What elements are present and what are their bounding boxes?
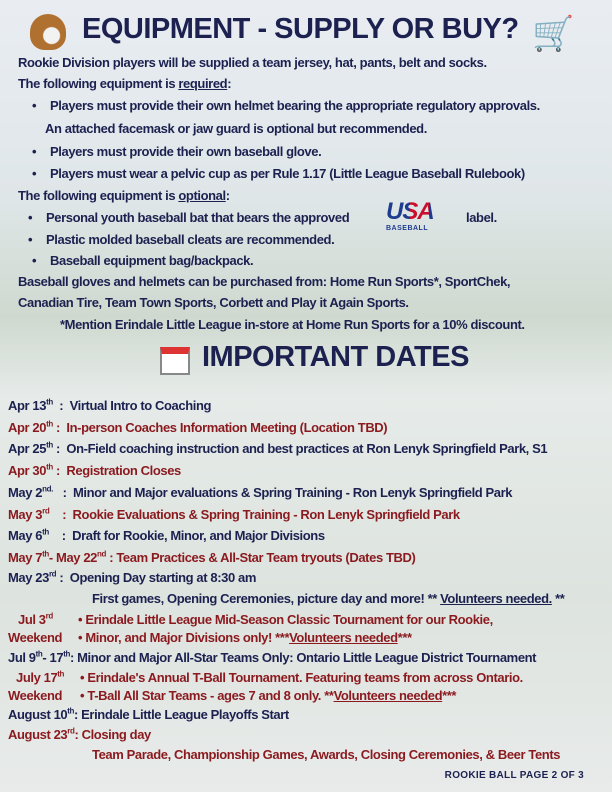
usa-logo-subtext: BASEBALL — [386, 225, 429, 232]
jul17-weekend: Weekend — [8, 688, 63, 703]
usa-baseball-logo — [386, 200, 458, 234]
page-footer: ROOKIE BALL PAGE 2 OF 3 — [444, 770, 584, 781]
discount-note: *Mention Erindale Little League in-store at Home Run Sports for a 10% discount. — [60, 317, 525, 332]
date-row: May 23rd : Opening Day starting at 8:30 am — [8, 569, 257, 585]
required-item: • Players must wear a pelvic cup as per Rule 1.17 (Little League Baseball Rulebook) — [50, 166, 525, 181]
baseball-glove-icon — [30, 14, 66, 50]
opening-day-details: First games, Opening Ceremonies, picture day and more! ** Volunteers needed. ** — [92, 591, 565, 606]
date-row: May 6th : Draft for Rookie, Minor, and Major Divisions — [8, 527, 325, 543]
date-row: May 7th- May 22nd : Team Practices & All-Star Team tryouts (Dates TBD) — [8, 549, 416, 565]
optional-item-label: label. — [466, 210, 497, 225]
date-row: Apr 30th : Registration Closes — [8, 462, 181, 478]
jul9-row: Jul 9th- 17th: Minor and Major All-Star Teams Only: Ontario Little League District Tournament — [8, 649, 537, 665]
jul3-date: Jul 3rd — [18, 611, 53, 627]
required-item: • Players must provide their own baseball glove. — [50, 144, 321, 159]
dates-title: IMPORTANT DATES — [202, 341, 469, 373]
optional-item: • Personal youth baseball bat that bears the approved — [46, 210, 349, 225]
closing-day-details: Team Parade, Championship Games, Awards, Closing Ceremonies, & Beer Tents — [92, 747, 561, 762]
usa-logo-text: USA — [386, 200, 458, 224]
purchase-text: Baseball gloves and helmets can be purchased from: Home Run Sports*, SportChek, — [18, 274, 511, 289]
jul17-date: July 17th — [16, 669, 65, 685]
required-item: • Players must provide their own helmet bearing the appropriate regulatory approvals. — [50, 98, 540, 113]
required-item: An attached facemask or jaw guard is optional but recommended. — [45, 121, 427, 136]
jul17-event: • T-Ball All Star Teams - ages 7 and 8 only. **Volunteers needed*** — [80, 688, 457, 703]
required-heading: The following equipment is required: — [18, 76, 232, 91]
jul17-event: • Erindale's Annual T-Ball Tournament. Featuring teams from across Ontario. — [80, 670, 523, 685]
optional-item: • Baseball equipment bag/backpack. — [50, 253, 253, 268]
shopping-cart-icon: 🛒 — [532, 15, 575, 53]
date-row: May $2^{nd.}$ : Minor and Major evaluations & Spring Training - Ron Lenyk Springfield Park — [8, 484, 513, 500]
calendar-icon — [160, 347, 190, 375]
purchase-text: Canadian Tire, Team Town Sports, Corbett and Play it Again Sports. — [18, 295, 409, 310]
intro-text: Rookie Division players will be supplied a team jersey, hat, pants, belt and socks. — [18, 55, 487, 70]
jul3-event: • Minor, and Major Divisions only! ***Volunteers needed*** — [78, 630, 412, 645]
date-row: Apr 13th : Virtual Intro to Coaching — [8, 397, 212, 413]
date-row: May 3rd : Rookie Evaluations & Spring Training - Ron Lenyk Springfield Park — [8, 506, 460, 522]
aug23-row: August 23rd: Closing day — [8, 726, 151, 742]
optional-heading: The following equipment is optional: — [18, 188, 230, 203]
aug10-row: August 10th: Erindale Little League Playoffs Start — [8, 706, 289, 722]
jul3-event: • Erindale Little League Mid-Season Classic Tournament for our Rookie, — [78, 612, 493, 627]
equipment-title: EQUIPMENT - SUPPLY OR BUY? — [82, 13, 519, 45]
optional-item: • Plastic molded baseball cleats are recommended. — [46, 232, 334, 247]
jul3-weekend: Weekend — [8, 630, 63, 645]
date-row: Apr 25th : On-Field coaching instruction and best practices at Ron Lenyk Springfield Park, S1 — [8, 440, 548, 456]
date-row: Apr 20th : In-person Coaches Information Meeting (Location TBD) — [8, 419, 388, 435]
